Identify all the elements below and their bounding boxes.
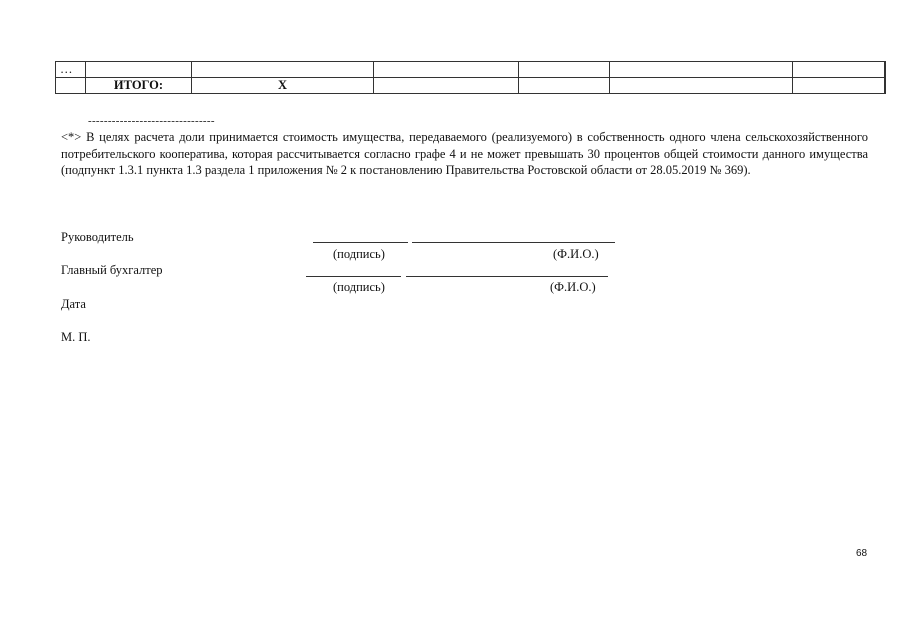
table-row xyxy=(56,62,886,78)
table-cell xyxy=(610,78,793,94)
stamp-label: М. П. xyxy=(61,330,91,344)
footnote-text: <*> В целях расчета доли принимается стоимость имущества, передаваемого (реализуемого) в собственность одного члена сельскохозяйственного потребительского кооператива, которая рассчитывается согласно графе 4 и не может превышать 30 процентов общей стоимости данного имущества (подпункт 1.3.1 пункта 1.3 раздела 1 приложения № 2 к постановлению Правительства Ростовской области от 28.05.2019 № 369). xyxy=(61,130,868,177)
table-cell xyxy=(56,78,86,94)
table-cell xyxy=(793,78,885,94)
table-cell xyxy=(885,62,886,78)
head-name-line xyxy=(412,242,615,243)
accountant-name-caption: (Ф.И.О.) xyxy=(550,280,596,294)
total-label: ИТОГО: xyxy=(86,78,192,94)
accountant-signature-caption: (подпись) xyxy=(333,280,385,294)
table-cell xyxy=(519,78,610,94)
head-name-caption: (Ф.И.О.) xyxy=(553,247,599,261)
table-cell xyxy=(793,62,885,78)
table-cell xyxy=(374,62,519,78)
head-label: Руководитель xyxy=(61,230,134,244)
total-mark: X xyxy=(192,78,374,94)
accountant-name-line xyxy=(406,276,608,277)
date-label: Дата xyxy=(61,297,86,311)
table-cell xyxy=(610,62,793,78)
head-signature-caption: (подпись) xyxy=(333,247,385,261)
table-cell xyxy=(192,62,374,78)
table-row-total xyxy=(56,78,886,94)
head-signature-line xyxy=(313,242,408,243)
accountant-label: Главный бухгалтер xyxy=(61,263,163,277)
table-cell xyxy=(885,78,886,94)
page-number: 68 xyxy=(856,548,868,559)
table-cell xyxy=(86,62,192,78)
accountant-signature-line xyxy=(306,276,401,277)
table-cell xyxy=(519,62,610,78)
table-cell: … xyxy=(56,62,86,78)
summary-table xyxy=(55,61,886,94)
footnote-separator: -------------------------------- xyxy=(88,115,215,127)
table-cell xyxy=(374,78,519,94)
